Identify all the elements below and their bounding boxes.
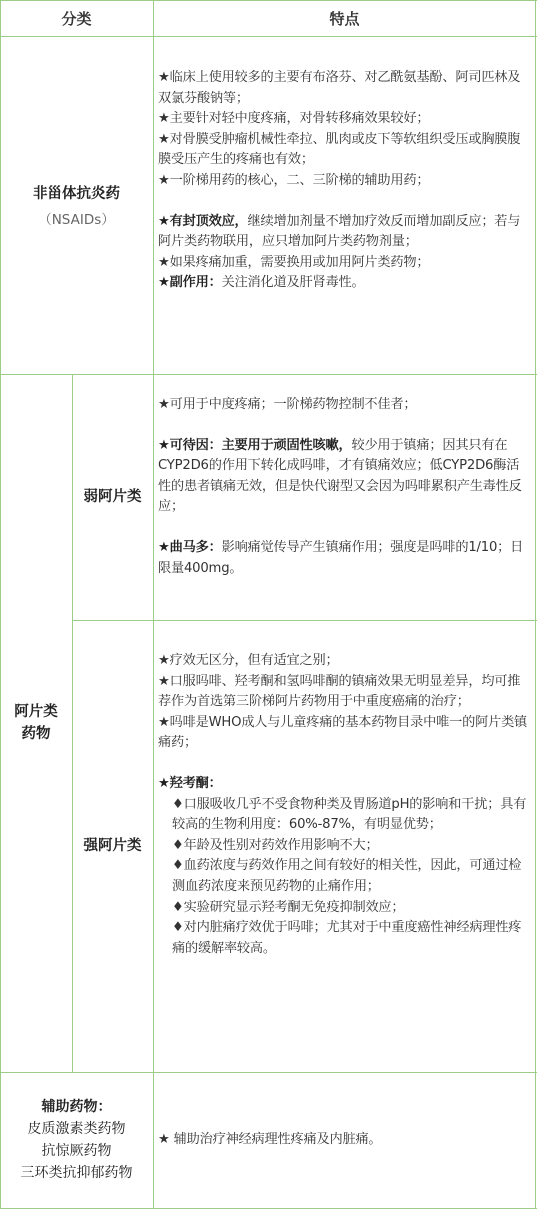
weak-opioid-name: 弱阿片类 [83, 489, 142, 505]
nsaids-feature-2: ★主要针对轻中度疼痛，对骨转移痛效果较好； [158, 111, 430, 127]
nsaids-name: 非甾体抗炎药 [33, 185, 120, 202]
adjuvant-item-1: 皮质激素类药物 [27, 1121, 126, 1137]
strong-feature-7: ♦血药浓度与药效作用之间有较好的相关性，因此，可通过检测血药浓度来预见药物的止痛作用； [172, 858, 522, 894]
adjuvant-item-3: 三环类抗抑郁药物 [20, 1165, 133, 1181]
strong-feature-6: ♦年龄及性别对药效作用影响不大； [172, 837, 379, 853]
strong-feature-3: ★吗啡是WHO成人与儿童疼痛的基本药物目录中唯一的阿片类镇痛药； [158, 714, 528, 751]
nsaids-feature-7: ★副作用：关注消化道及肝肾毒性。 [158, 275, 365, 291]
nsaids-features [158, 68, 530, 294]
nsaids-feature-5: ★有封顶效应，继续增加剂量不增加疗效反而增加副反应；若与阿片类药物联用，应只增加阿片类药物剂量； [158, 213, 521, 250]
header-features [153, 0, 536, 36]
header-features-label: 特点 [329, 9, 360, 28]
strong-opioid-cell [72, 620, 153, 1072]
weak-feature-1: ★可用于中度疼痛；一阶梯药物控制不佳者； [158, 397, 417, 412]
border-right [535, 0, 536, 1209]
opioid-category-cell [0, 374, 72, 1072]
strong-feature-5: ♦口服吸收几乎不受食物种类及胃肠道pH的影响和干扰；具有较高的生物利用度：60%-87%，有明显优势； [172, 796, 527, 833]
adjuvant-item-2: 抗惊厥药物 [41, 1143, 112, 1159]
adjuvant-category-cell [0, 1072, 153, 1208]
weak-feature-2: ★可待因：主要用于顽固性咳嗽，较少用于镇痛；因其只有在CYP2D6的作用下转化成吗啡，才有镇痛效应；低CYP2D6酶活性的患者镇痛无效，但是快代谢型又会因为吗啡累积产生毒性反应； [158, 437, 522, 515]
nsaids-feature-4: ★一阶梯用药的核心，二、三阶梯的辅助用药； [158, 172, 430, 188]
strong-feature-2: ★口服吗啡、羟考酮和氢吗啡酮的镇痛效果无明显差异，均可推荐作为首选第三阶梯阿片药物用于中重度癌痛的治疗； [158, 673, 521, 710]
strong-opioid-name: 强阿片类 [83, 838, 142, 854]
strong-feature-9: ♦对内脏痛疗效优于吗啡；尤其对于中重度癌性神经病理性疼痛的缓解率较高。 [172, 920, 522, 956]
nsaids-feature-3: ★对骨膜受肿瘤机械性牵拉、肌肉或皮下等软组织受压或胸膜腹膜受压产生的疼痛也有效； [158, 131, 521, 168]
strong-feature-8: ♦实验研究显示羟考酮无免疫抑制效应； [172, 899, 405, 915]
strong-opioid-features [158, 651, 530, 959]
adjuvant-title: 辅助药物： [41, 1099, 112, 1115]
nsaids-feature-6: ★如果疼痛加重，需要换用或加用阿片类药物； [158, 254, 430, 270]
strong-feature-1: ★疗效无区分，但有适宜之别； [158, 653, 339, 668]
weak-feature-3: ★曲马多：影响痛觉传导产生镇痛作用；强度是吗啡的1/10；日限量400mg。 [158, 539, 524, 576]
adjuvant-features [158, 1130, 530, 1151]
nsaids-feature-1: ★临床上使用较多的主要有布洛芬、对乙酰氨基酚、阿司匹林及双氯芬酸钠等； [158, 70, 521, 106]
header-category-label: 分类 [61, 9, 92, 28]
nsaids-abbr: （NSAIDs） [38, 211, 115, 228]
nsaids-category-cell [0, 36, 153, 374]
adjuvant-feature-1: ★ 辅助治疗神经病理性疼痛及内脏痛。 [158, 1132, 382, 1147]
weak-opioid-features [158, 395, 530, 579]
opioid-name-line2: 药物 [21, 726, 51, 742]
opioid-name-line1: 阿片类 [14, 704, 58, 720]
weak-opioid-cell [72, 374, 153, 620]
border-bottom [0, 1208, 537, 1209]
column-divider [153, 0, 154, 1209]
strong-feature-4: ★羟考酮： [158, 775, 222, 791]
header-category [0, 0, 153, 36]
